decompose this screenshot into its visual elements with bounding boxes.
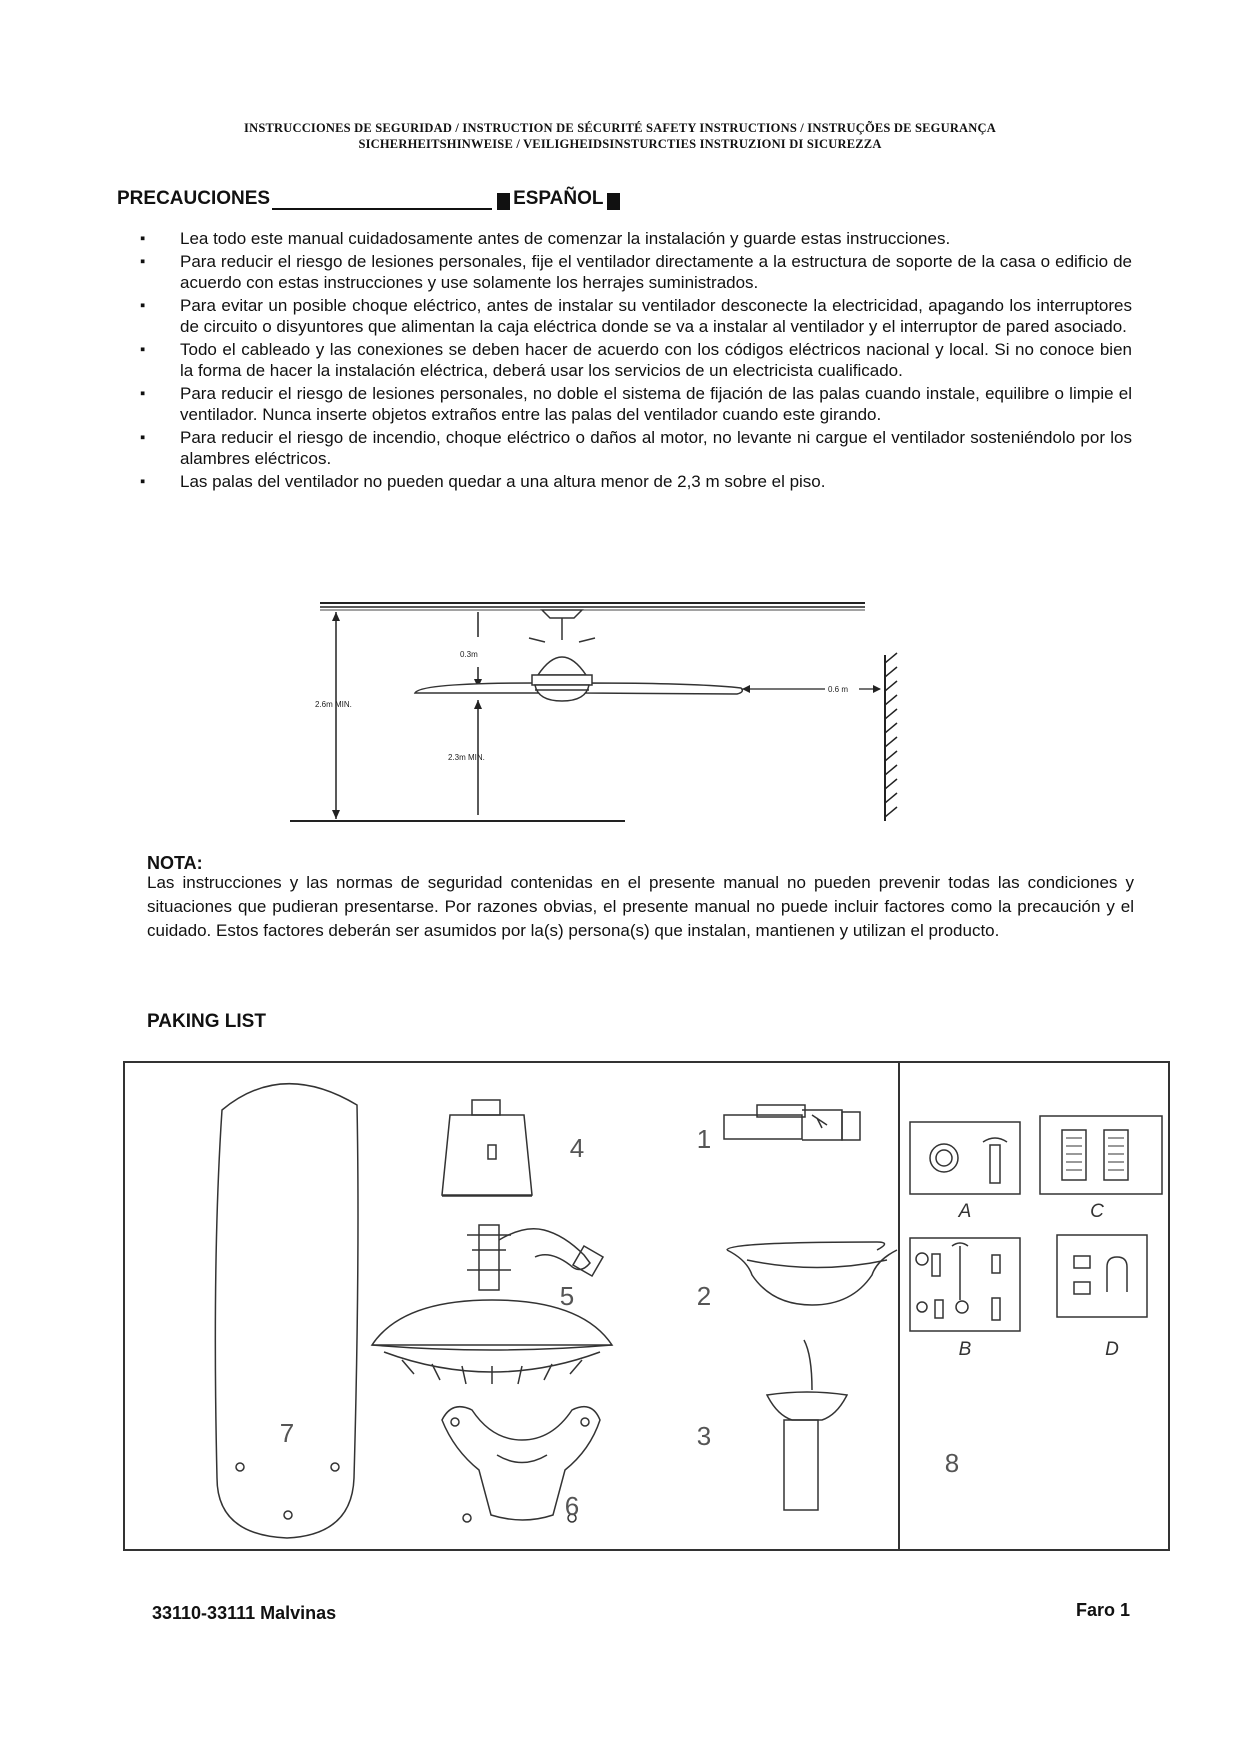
dimension-0-3m	[460, 612, 482, 688]
nota-text: Las instrucciones y las normas de seguridad contenidas en el presente manual no pueden prevenir todas las condiciones y situaciones que pudieran presentarse. Por razones obvias, el presente manual no puede incluir factores como la precaución y el cuidado. Estos factores deberán ser asumidos por la(s) persona(s) que instalan, mantienen y utilizan el producto.	[147, 873, 1134, 940]
precaution-item: ▪ Para reducir el riesgo de incendio, choque eléctrico o daños al motor, no levante ni cargue el ventilador sosteniéndolo por los alambres eléctricos.	[140, 427, 1132, 470]
wall-hatch	[885, 653, 897, 821]
hardware-bag-c	[1040, 1116, 1162, 1194]
precaution-item: ▪ Para reducir el riesgo de lesiones personales, no doble el sistema de fijación de las palas cuando instale, equilibre o limpie el ventilador. Nunca inserte objetos extraños entre las palas del ventilador cuando este girando.	[140, 383, 1132, 426]
part-number-3: 3	[696, 1421, 712, 1451]
part-number-5: 5	[559, 1281, 575, 1311]
receiver-part	[724, 1105, 860, 1140]
part-number-6: 6	[564, 1491, 580, 1521]
part-number-4: 4	[569, 1133, 585, 1163]
hardware-bag-d	[1057, 1235, 1147, 1317]
precaution-item: ▪ Lea todo este manual cuidadosamente antes de comenzar la instalación y guarde estas instrucciones.	[140, 228, 1132, 250]
fan-blade-part	[215, 1084, 358, 1538]
black-square-left	[497, 193, 510, 210]
heading-underline	[272, 190, 492, 210]
ceiling-line	[320, 603, 865, 610]
packing-list-title: PAKING LIST	[147, 1011, 266, 1032]
precauciones-label: PRECAUCIONES	[117, 188, 271, 209]
bag-letter-d: D	[1105, 1339, 1119, 1360]
language-label: ESPAÑOL	[513, 188, 604, 209]
precautions-list	[140, 228, 1132, 493]
packing-list-border	[124, 1062, 1169, 1550]
black-square-right	[607, 193, 620, 210]
motor-assembly-part	[372, 1225, 612, 1384]
hardware-bag-b	[910, 1238, 1020, 1331]
bag-letter-c: C	[1090, 1201, 1104, 1222]
precaution-item: ▪ Para evitar un posible choque eléctrico, antes de instalar su ventilador desconecte la electricidad, apagando los interruptores de circuito o disyuntores que alimentan la caja eléctrica donde se va a instalar al ventilador y el interruptor de pared asociado.	[140, 295, 1132, 338]
fan-clearance-diagram	[280, 595, 920, 840]
part-number-7: 7	[279, 1418, 295, 1448]
bag-letter-b: B	[958, 1339, 972, 1360]
safety-header-line1: INSTRUCCIONES DE SEGURIDAD / INSTRUCTION DE SÉCURITÉ SAFETY INSTRUCTIONS / INSTRUÇÕES DE SEGURANÇA	[244, 121, 996, 135]
safety-header-line2: SICHERHEITSHINWEISE / VEILIGHEIDSINSTURCTIES INSTRUZIONI DI SICUREZZA	[358, 137, 882, 151]
precaution-item: ▪ Las palas del ventilador no pueden quedar a una altura menor de 2,3 m sobre el piso.	[140, 471, 1132, 493]
hardware-bag-a	[910, 1122, 1020, 1194]
part-number-2: 2	[696, 1281, 712, 1311]
bag-letter-a: A	[958, 1201, 972, 1222]
dim-drop-label: 0.3m	[460, 650, 478, 659]
footer-model: 33110-33111 Malvinas	[152, 1603, 337, 1623]
part-number-1: 1	[696, 1124, 712, 1154]
dim-total-label: 2.6m MIN.	[315, 700, 352, 709]
dim-floor-label: 2.3m MIN.	[448, 753, 485, 762]
downrod-part	[767, 1340, 847, 1510]
part-number-8: 8	[944, 1448, 960, 1478]
dim-wall-label: 0.6 m	[828, 685, 849, 694]
dimension-0-6m	[742, 681, 881, 695]
dimension-2-3m	[448, 700, 485, 815]
light-cover-part	[727, 1242, 897, 1305]
precaution-item: ▪ Para reducir el riesgo de lesiones personales, fije el ventilador directamente a la estructura de soporte de la casa o edificio de acuerdo con estas instrucciones y use solamente los herrajes suministrados.	[140, 251, 1132, 294]
precauciones-heading	[117, 188, 623, 210]
precaution-item: ▪ Todo el cableado y las conexiones se deben hacer de acuerdo con los códigos eléctricos nacional y local. Si no conoce bien la forma de hacer la instalación eléctrica, deberá usar los servicios de un electricista cualificado.	[140, 339, 1132, 382]
dimension-2-6m	[315, 612, 352, 819]
packing-list-panel	[122, 1060, 1172, 1555]
footer-page: Faro 1	[1076, 1600, 1131, 1620]
canopy-part	[442, 1100, 532, 1196]
nota-title: NOTA:	[147, 853, 203, 873]
